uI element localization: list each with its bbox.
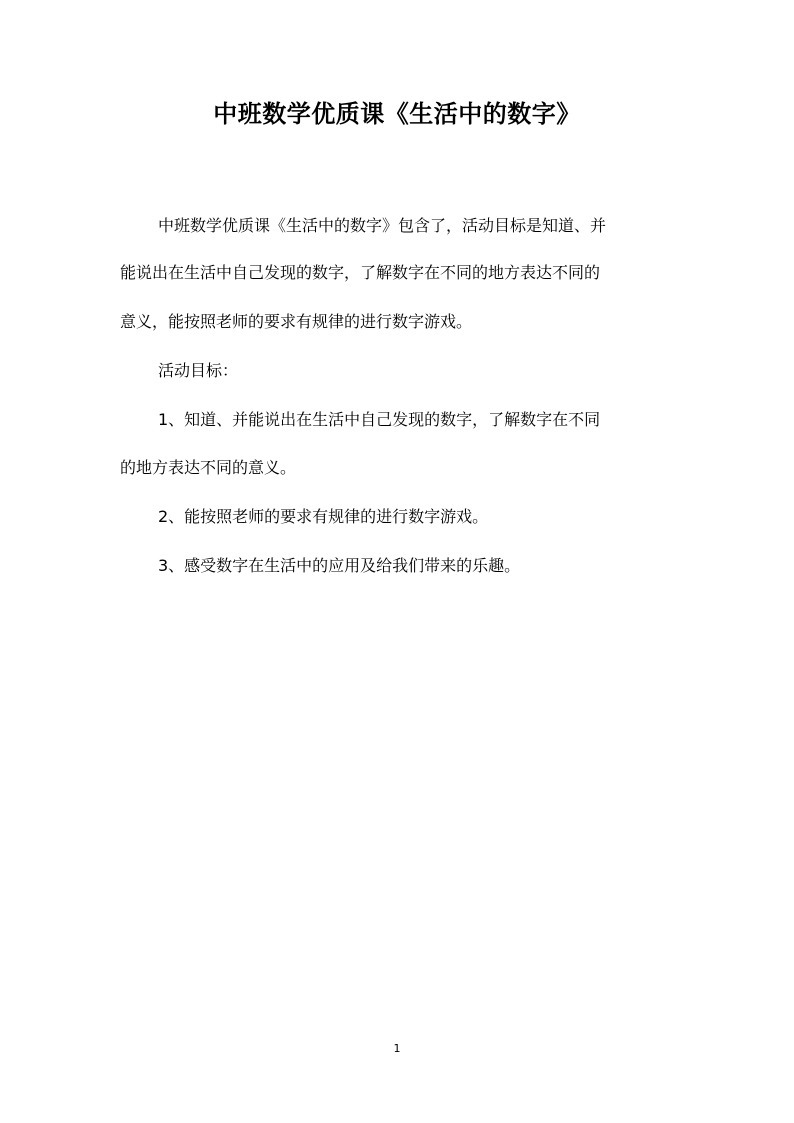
objective-1-line-1: 1、知道、并能说出在生活中自己发现的数字，了解数字在不同 <box>158 410 601 429</box>
page-number: 1 <box>393 1042 401 1055</box>
intro-line-1: 中班数学优质课《生活中的数字》包含了，活动目标是知道、并 <box>158 216 607 235</box>
objective-3-line: 3、感受数字在生活中的应用及给我们带来的乐趣。 <box>158 556 521 575</box>
intro-line-3: 意义，能按照老师的要求有规律的进行数字游戏。 <box>120 312 473 331</box>
objective-1-line-2: 的地方表达不同的意义。 <box>120 458 297 477</box>
intro-line-2: 能说出在生活中自己发现的数字，了解数字在不同的地方表达不同的 <box>120 263 601 282</box>
objective-2-line: 2、能按照老师的要求有规律的进行数字游戏。 <box>158 507 489 526</box>
objectives-heading: 活动目标： <box>158 361 239 380</box>
page-title: 中班数学优质课《生活中的数字》 <box>213 100 581 128</box>
